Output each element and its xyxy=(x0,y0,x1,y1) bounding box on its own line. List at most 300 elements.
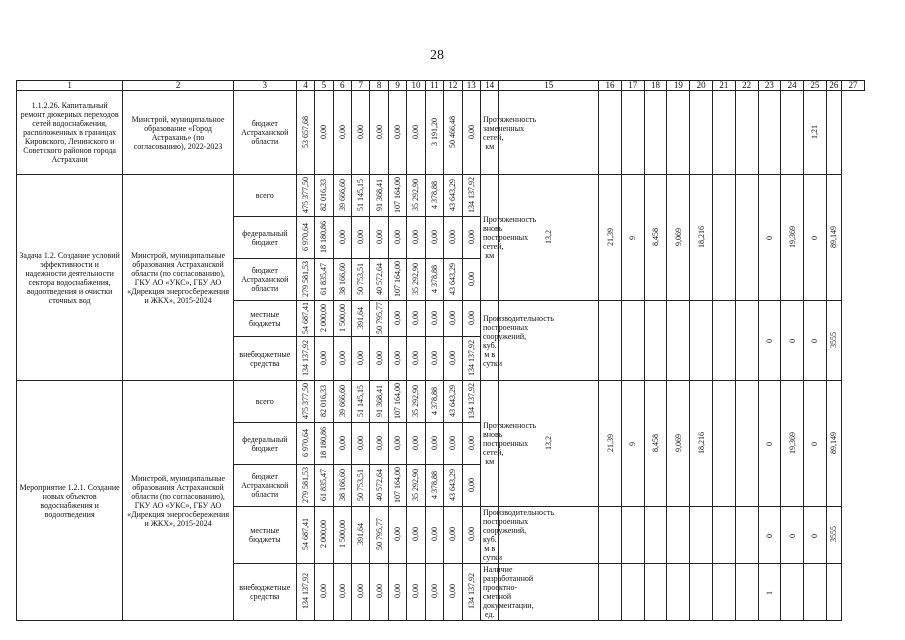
amount-cell xyxy=(370,564,388,621)
target-cell xyxy=(499,564,599,621)
funding-source-text: местные бюджеты xyxy=(249,526,281,544)
target-cell xyxy=(826,507,841,564)
cell-value: 0,00 xyxy=(429,229,439,244)
amount-cell xyxy=(388,465,406,507)
amount-cell xyxy=(425,465,443,507)
amount-cell xyxy=(370,337,388,381)
column-header: 5 xyxy=(315,81,333,91)
amount-cell xyxy=(315,507,333,564)
target-cell xyxy=(758,301,781,381)
cell-value: 391,64 xyxy=(356,523,366,545)
amount-cell xyxy=(407,507,425,564)
cell-value: 0 xyxy=(810,339,820,343)
cell-value: 0,00 xyxy=(337,435,347,450)
funding-source-text: федеральный бюджет xyxy=(242,434,288,453)
amount-cell xyxy=(352,381,370,423)
amount-cell xyxy=(388,564,406,621)
amount-cell xyxy=(352,423,370,465)
column-header: 13 xyxy=(462,81,480,91)
funding-source-text: внебюджетные средства xyxy=(239,583,291,601)
cell-value: 0,00 xyxy=(411,350,421,365)
target-cell xyxy=(781,381,804,507)
column-header: 8 xyxy=(370,81,388,91)
cell-value: 0,00 xyxy=(337,229,347,244)
amount-cell xyxy=(444,337,462,381)
target-cell xyxy=(826,175,841,301)
amount-cell xyxy=(388,259,406,301)
target-cell xyxy=(644,381,667,507)
amount-cell xyxy=(352,301,370,337)
cell-value: 35 292,90 xyxy=(411,178,421,211)
funding-source-text: всего xyxy=(255,397,274,406)
cell-value: 0,00 xyxy=(356,584,366,598)
amount-cell xyxy=(462,507,480,564)
executor xyxy=(123,91,234,175)
cell-value: 3 191,20 xyxy=(429,117,439,146)
target-cell xyxy=(712,507,735,564)
amount-cell xyxy=(444,217,462,259)
indicator-name-text: Протяженность замененных сетей, км xyxy=(482,114,537,151)
measure-name-text: Задача 1.2. Создание условий эффективности и надежности деятельности сектора водоснабжения, водоотведения и очистки сточных вод xyxy=(19,250,120,305)
amount-cell xyxy=(407,465,425,507)
cell-value: 0,00 xyxy=(411,310,421,325)
cell-value: 8,458 xyxy=(651,433,661,452)
cell-value: 0 xyxy=(810,442,820,446)
amount-cell xyxy=(444,175,462,217)
cell-value: 0 xyxy=(764,236,774,240)
cell-value: 53 657,68 xyxy=(300,115,310,148)
target-cell xyxy=(758,564,781,621)
cell-value: 6 970,64 xyxy=(300,222,310,251)
cell-value: 18 180,86 xyxy=(319,426,329,459)
amount-cell xyxy=(444,301,462,337)
target-cell xyxy=(644,91,667,175)
amount-cell xyxy=(352,217,370,259)
amount-cell xyxy=(388,507,406,564)
cell-value: 0 xyxy=(787,533,797,538)
cell-value: 0,00 xyxy=(411,527,421,541)
cell-value: 134 137,92 xyxy=(466,339,476,376)
amount-cell xyxy=(407,381,425,423)
funding-source xyxy=(233,381,296,423)
target-cell xyxy=(644,175,667,301)
cell-value: 35 292,90 xyxy=(411,468,421,501)
cell-value: 91 368,41 xyxy=(374,384,384,417)
amount-cell xyxy=(462,259,480,301)
cell-value: 0,00 xyxy=(393,527,403,541)
target-cell xyxy=(804,175,827,301)
cell-value: 4 378,88 xyxy=(429,264,439,293)
amount-cell xyxy=(425,301,443,337)
amount-cell xyxy=(315,337,333,381)
target-cell xyxy=(735,381,758,507)
target-cell xyxy=(690,91,713,175)
amount-cell xyxy=(425,507,443,564)
amount-cell xyxy=(352,91,370,175)
target-cell xyxy=(599,507,622,564)
cell-value: 50 795,77 xyxy=(374,301,384,334)
target-cell xyxy=(826,564,841,621)
target-cell xyxy=(712,381,735,507)
amount-cell xyxy=(370,381,388,423)
column-header: 3 xyxy=(233,81,296,91)
amount-cell xyxy=(462,465,480,507)
amount-cell xyxy=(425,91,443,175)
target-cell xyxy=(667,381,690,507)
column-header: 26 xyxy=(826,81,841,91)
cell-value: 134 137,92 xyxy=(466,573,476,609)
table-row xyxy=(17,81,865,91)
funding-source xyxy=(233,465,296,507)
cell-value: 0,00 xyxy=(448,350,458,365)
amount-cell xyxy=(407,217,425,259)
amount-cell xyxy=(388,175,406,217)
amount-cell xyxy=(444,423,462,465)
target-cell xyxy=(758,381,781,507)
funding-source-text: бюджет Астраханской области xyxy=(241,266,289,293)
amount-cell xyxy=(315,91,333,175)
amount-cell xyxy=(425,337,443,381)
funding-source xyxy=(233,91,296,175)
target-cell xyxy=(735,507,758,564)
cell-value: 0 xyxy=(787,339,797,343)
amount-cell xyxy=(407,564,425,621)
amount-cell xyxy=(333,564,351,621)
target-cell xyxy=(804,381,827,507)
cell-value: 4 378,88 xyxy=(429,180,439,209)
column-header: 2 xyxy=(123,81,234,91)
amount-cell xyxy=(388,301,406,337)
amount-cell xyxy=(370,507,388,564)
cell-value: 107 164,00 xyxy=(393,382,403,419)
target-cell xyxy=(712,301,735,381)
cell-value: 0,00 xyxy=(466,229,476,244)
cell-value: 3555 xyxy=(829,331,839,348)
amount-cell xyxy=(296,381,314,423)
executor-text: Минстрой, муниципальные образования Астраханской области (по согласованию), ГКУ АО «УКС», ГБУ АО «Дирекция энергосбережения и ЖКХ», 2015-2024 xyxy=(127,473,230,528)
funding-source xyxy=(233,507,296,564)
amount-cell xyxy=(370,465,388,507)
target-cell xyxy=(804,507,827,564)
amount-cell xyxy=(444,259,462,301)
cell-value: 4 378,88 xyxy=(429,470,439,499)
funding-source-text: местные бюджеты xyxy=(249,309,281,328)
amount-cell xyxy=(425,175,443,217)
amount-cell xyxy=(444,465,462,507)
amount-cell xyxy=(425,564,443,621)
cell-value: 0,00 xyxy=(411,124,421,139)
column-header: 6 xyxy=(333,81,351,91)
column-header: 24 xyxy=(781,81,804,91)
target-cell xyxy=(621,91,644,175)
cell-value: 107 164,00 xyxy=(393,176,403,213)
target-cell xyxy=(735,301,758,381)
cell-value: 0,00 xyxy=(356,350,366,365)
indicator-name xyxy=(480,564,534,621)
amount-cell xyxy=(333,465,351,507)
cell-value: 50 466,48 xyxy=(448,115,458,148)
amount-cell xyxy=(296,423,314,465)
target-cell xyxy=(621,507,644,564)
measure-name-text: Мероприятие 1.2.1. Создание новых объектов водоснабжения и водоотведения xyxy=(19,482,120,519)
cell-value: 475 377,50 xyxy=(300,382,310,419)
target-cell xyxy=(599,91,622,175)
amount-cell xyxy=(333,423,351,465)
cell-value: 0,00 xyxy=(411,435,421,450)
funding-source xyxy=(233,217,296,259)
cell-value: 50 753,51 xyxy=(356,468,366,501)
amount-cell xyxy=(333,381,351,423)
cell-value: 134 137,92 xyxy=(466,176,476,213)
target-cell xyxy=(712,91,735,175)
target-cell xyxy=(781,175,804,301)
column-header: 19 xyxy=(667,81,690,91)
amount-cell xyxy=(462,175,480,217)
target-cell xyxy=(599,564,622,621)
amount-cell xyxy=(462,301,480,337)
cell-value: 0,00 xyxy=(393,584,403,598)
table-row xyxy=(17,381,865,423)
amount-cell xyxy=(388,423,406,465)
cell-value: 89,149 xyxy=(829,431,839,454)
indicator-name xyxy=(480,175,537,301)
column-header: 10 xyxy=(407,81,425,91)
column-header: 27 xyxy=(841,81,864,91)
target-cell xyxy=(735,91,758,175)
cell-value: 0,00 xyxy=(374,229,384,244)
target-cell xyxy=(599,381,622,507)
cell-value: 134 137,92 xyxy=(300,339,310,376)
cell-value: 54 687,41 xyxy=(300,518,310,550)
cell-value: 391,64 xyxy=(356,306,366,329)
amount-cell xyxy=(352,259,370,301)
indicator-name xyxy=(480,507,554,564)
cell-value: 0,00 xyxy=(466,124,476,139)
cell-value: 50 795,77 xyxy=(374,518,384,550)
amount-cell xyxy=(315,301,333,337)
cell-value: 0 xyxy=(810,533,820,538)
page-number: 28 xyxy=(430,48,444,63)
cell-value: 35 292,90 xyxy=(411,262,421,295)
cell-value: 43 643,29 xyxy=(448,178,458,211)
cell-value: 1 500,00 xyxy=(337,303,347,332)
target-cell xyxy=(758,507,781,564)
amount-cell xyxy=(444,381,462,423)
amount-cell xyxy=(296,259,314,301)
amount-cell xyxy=(296,465,314,507)
amount-cell xyxy=(352,465,370,507)
cell-value: 0,00 xyxy=(448,584,458,598)
executor-text: Минстрой, муниципальные образования Астраханской области (по согласованию), ГКУ АО «УКС», ГБУ АО «Дирекция энергосбережения и ЖКХ», 2015-2024 xyxy=(127,250,230,305)
indicator-name xyxy=(480,301,554,381)
cell-value: 0,00 xyxy=(429,584,439,598)
cell-value: 107 164,00 xyxy=(393,260,403,297)
cell-value: 0,00 xyxy=(429,310,439,325)
amount-cell xyxy=(333,259,351,301)
amount-cell xyxy=(352,564,370,621)
cell-value: 0,00 xyxy=(448,435,458,450)
cell-value: 0,00 xyxy=(337,350,347,365)
amount-cell xyxy=(370,259,388,301)
target-cell xyxy=(667,564,690,621)
target-cell xyxy=(690,301,713,381)
target-cell xyxy=(667,507,690,564)
target-cell xyxy=(826,381,841,507)
column-header: 12 xyxy=(444,81,462,91)
cell-value: 43 643,29 xyxy=(448,262,458,295)
measure-name-text: 1.1.2.26. Капитальный ремонт дюкерных переходов сетей водоснабжения, расположенных в границах Кировского, Ленинского и Советского районов города Астрахани xyxy=(20,101,119,164)
column-header: 17 xyxy=(621,81,644,91)
target-cell xyxy=(621,564,644,621)
amount-cell xyxy=(296,91,314,175)
target-cell xyxy=(690,507,713,564)
column-header: 16 xyxy=(599,81,622,91)
amount-cell xyxy=(315,175,333,217)
target-cell xyxy=(667,91,690,175)
cell-value: 0,00 xyxy=(393,310,403,325)
cell-value: 61 835,47 xyxy=(319,262,329,295)
amount-cell xyxy=(315,217,333,259)
measure-name xyxy=(17,91,123,175)
target-cell xyxy=(781,564,804,621)
cell-value: 38 166,60 xyxy=(337,262,347,295)
amount-cell xyxy=(370,91,388,175)
amount-cell xyxy=(333,175,351,217)
cell-value: 0,00 xyxy=(411,584,421,598)
indicator-name xyxy=(480,381,537,507)
target-cell xyxy=(804,564,827,621)
target-cell xyxy=(499,301,599,381)
cell-value: 0,00 xyxy=(429,527,439,541)
cell-value: 0,00 xyxy=(429,350,439,365)
amount-cell xyxy=(352,337,370,381)
cell-value: 0,00 xyxy=(466,435,476,450)
cell-value: 1,21 xyxy=(810,124,820,139)
amount-cell xyxy=(352,507,370,564)
cell-value: 0,00 xyxy=(319,124,329,139)
amount-cell xyxy=(352,175,370,217)
column-header: 1 xyxy=(17,81,123,91)
funding-source-text: бюджет Астраханской области xyxy=(241,472,289,499)
cell-value: 0,00 xyxy=(337,124,347,139)
cell-value: 0,00 xyxy=(393,350,403,365)
indicator-name-text: Протяженность вновь построенных сетей, км xyxy=(482,215,537,260)
amount-cell xyxy=(462,381,480,423)
target-cell xyxy=(735,175,758,301)
cell-value: 0,00 xyxy=(466,527,476,541)
amount-cell xyxy=(333,507,351,564)
amount-cell xyxy=(388,337,406,381)
amount-cell xyxy=(444,507,462,564)
cell-value: 0,00 xyxy=(429,435,439,450)
amount-cell xyxy=(425,259,443,301)
cell-value: 0,00 xyxy=(356,124,366,139)
amount-cell xyxy=(333,337,351,381)
amount-cell xyxy=(388,91,406,175)
target-cell xyxy=(690,564,713,621)
cell-value: 40 572,64 xyxy=(374,262,384,295)
target-cell xyxy=(644,564,667,621)
funding-source xyxy=(233,175,296,217)
cell-value: 0,00 xyxy=(411,229,421,244)
cell-value: 0 xyxy=(764,533,774,538)
cell-value: 51 145,15 xyxy=(356,178,366,211)
cell-value: 19,369 xyxy=(787,431,797,454)
cell-value: 0,00 xyxy=(393,229,403,244)
target-cell xyxy=(826,301,841,381)
column-header: 18 xyxy=(644,81,667,91)
cell-value: 134 137,92 xyxy=(300,573,310,609)
cell-value: 89,149 xyxy=(829,225,839,248)
cell-value: 0,00 xyxy=(466,271,476,286)
amount-cell xyxy=(462,564,480,621)
cell-value: 107 164,00 xyxy=(393,466,403,503)
target-cell xyxy=(621,381,644,507)
target-cell xyxy=(712,175,735,301)
cell-value: 91 368,41 xyxy=(374,178,384,211)
target-cell xyxy=(621,301,644,381)
amount-cell xyxy=(425,423,443,465)
cell-value: 0,00 xyxy=(374,350,384,365)
column-header: 25 xyxy=(804,81,827,91)
cell-value: 21,39 xyxy=(605,227,615,246)
cell-value: 279 581,53 xyxy=(300,260,310,297)
amount-cell xyxy=(407,175,425,217)
executor-text: Минстрой, муниципальное образование «Город Астрахань» (по согласованию), 2022-2023 xyxy=(131,114,225,151)
cell-value: 0,00 xyxy=(374,435,384,450)
cell-value: 35 292,90 xyxy=(411,384,421,417)
target-cell xyxy=(599,175,622,301)
cell-value: 0,00 xyxy=(374,124,384,139)
executor xyxy=(123,381,234,621)
amount-cell xyxy=(370,217,388,259)
amount-cell xyxy=(333,301,351,337)
column-header: 21 xyxy=(712,81,735,91)
column-header: 14 xyxy=(480,81,498,91)
amount-cell xyxy=(315,423,333,465)
target-cell xyxy=(667,301,690,381)
cell-value: 475 377,50 xyxy=(300,176,310,213)
column-header: 7 xyxy=(352,81,370,91)
cell-value: 82 016,33 xyxy=(319,178,329,211)
cell-value: 9,069 xyxy=(673,227,683,246)
column-header: 15 xyxy=(499,81,599,91)
target-cell xyxy=(758,91,781,175)
target-cell xyxy=(758,175,781,301)
amount-cell xyxy=(296,507,314,564)
cell-value: 50 753,51 xyxy=(356,262,366,295)
target-cell xyxy=(644,301,667,381)
amount-cell xyxy=(444,91,462,175)
cell-value: 18,216 xyxy=(696,225,706,248)
cell-value: 0,00 xyxy=(319,350,329,365)
amount-cell xyxy=(462,423,480,465)
cell-value: 4 378,88 xyxy=(429,386,439,415)
column-header: 4 xyxy=(296,81,314,91)
cell-value: 0,00 xyxy=(393,435,403,450)
amount-cell xyxy=(333,91,351,175)
cell-value: 9 xyxy=(628,236,638,240)
cell-value: 0,00 xyxy=(393,124,403,139)
target-cell xyxy=(599,301,622,381)
target-cell xyxy=(781,301,804,381)
funding-source xyxy=(233,259,296,301)
funding-source xyxy=(233,423,296,465)
amount-cell xyxy=(296,564,314,621)
target-cell xyxy=(712,564,735,621)
funding-source-text: федеральный бюджет xyxy=(242,228,288,247)
amount-cell xyxy=(407,337,425,381)
